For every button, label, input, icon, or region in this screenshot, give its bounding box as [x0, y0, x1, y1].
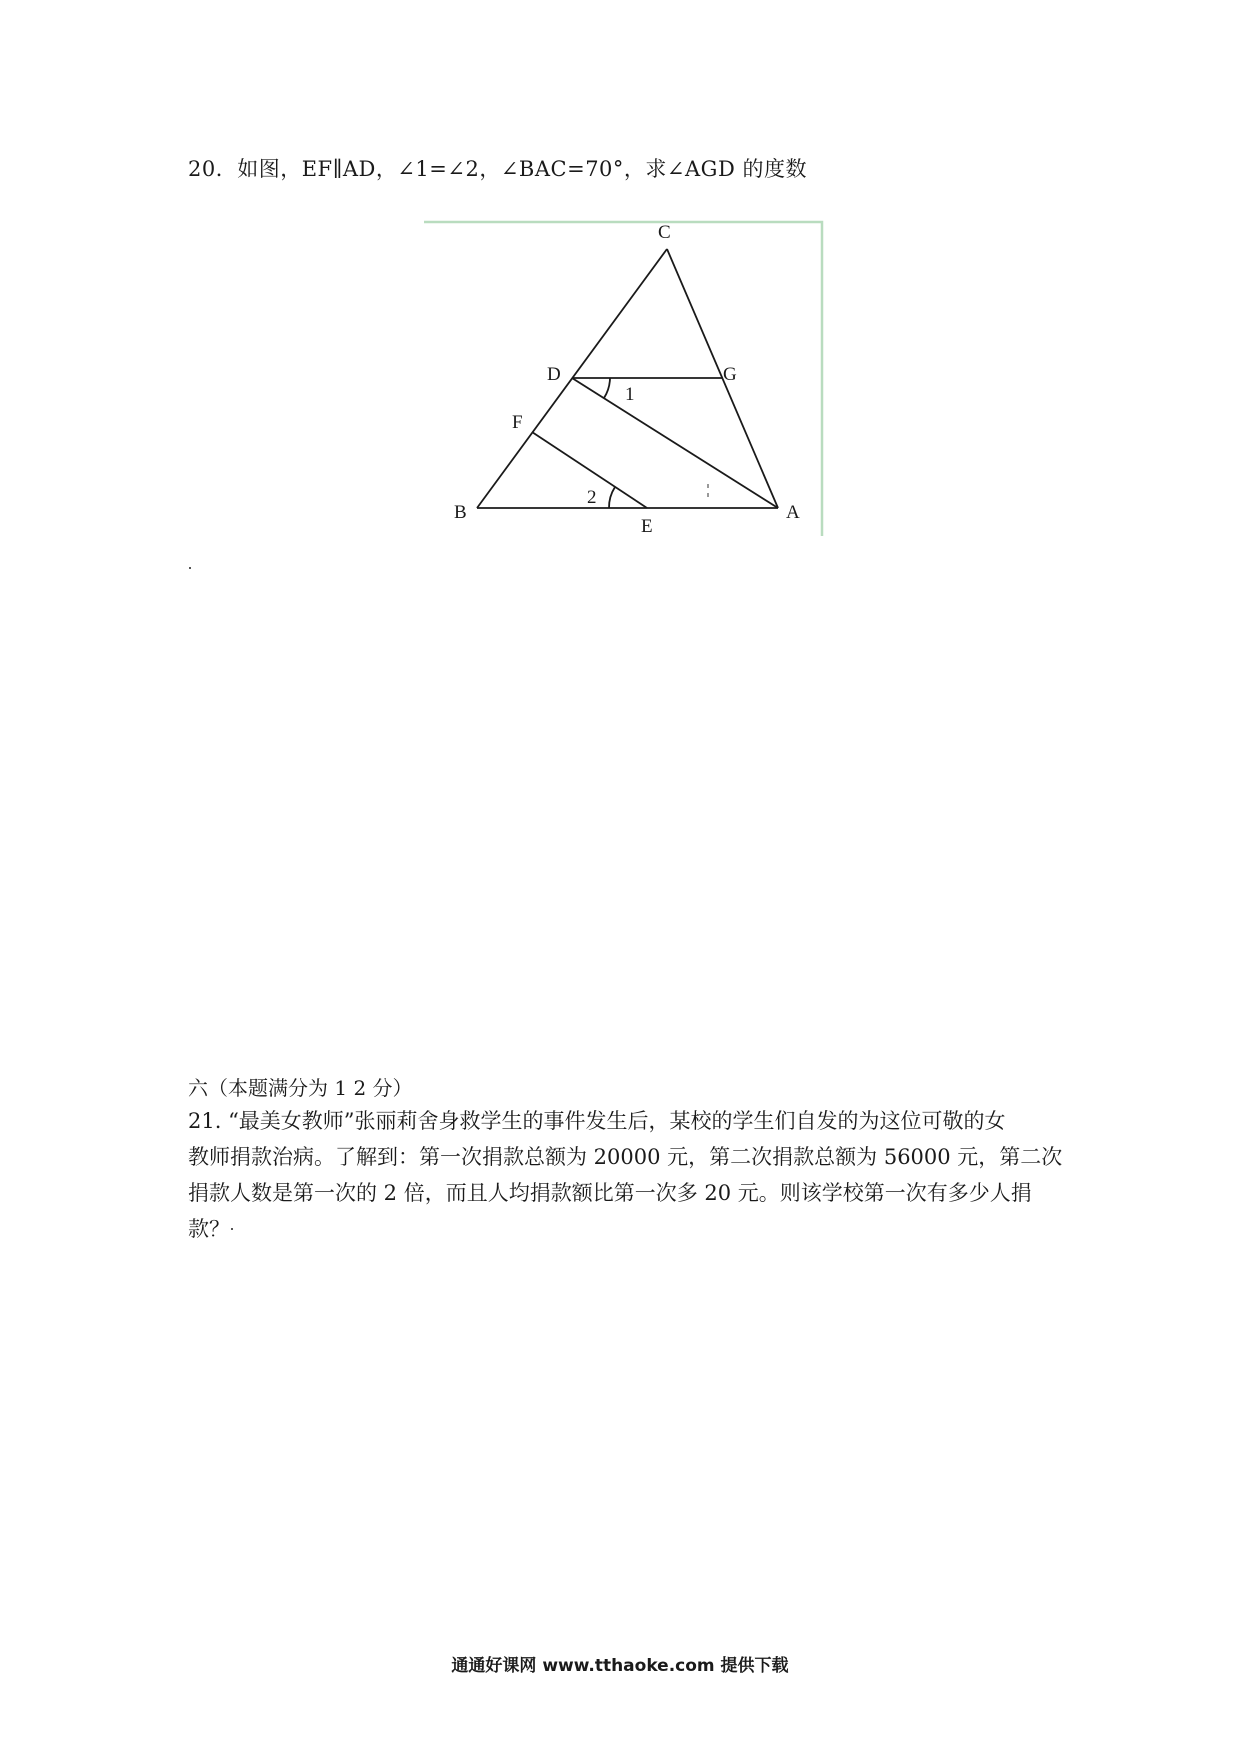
label-c: C: [658, 222, 671, 243]
question-21-line: 款？: [188, 1217, 230, 1241]
footer-source: 通通好课网 www.tthaoke.com 提供下载: [451, 1656, 789, 1676]
triangle-diagram: [420, 218, 840, 538]
label-g: G: [723, 364, 737, 385]
angle-2-arc: [609, 487, 615, 508]
label-b: B: [454, 502, 467, 523]
segment-da: [572, 378, 778, 508]
label-f: F: [512, 412, 523, 433]
scan-speck: [189, 567, 191, 569]
label-angle-2: 2: [587, 487, 597, 508]
question-21-line: 21. “最美女教师”张丽莉舍身救学生的事件发生后，某校的学生们自发的为这位可敬的女: [188, 1109, 1006, 1133]
section-6-heading: 六（本题满分为 1 2 分）: [188, 1076, 413, 1100]
angle-1-arc: [604, 378, 610, 398]
label-angle-1: 1: [625, 384, 635, 405]
label-a: A: [786, 502, 800, 523]
question-21: [188, 1103, 1063, 1247]
geometry-figure: [420, 218, 840, 538]
label-d: D: [547, 364, 561, 385]
figure-frame: [424, 222, 822, 536]
label-e: E: [641, 516, 653, 537]
question-21-line: 教师捐款治病。了解到：第一次捐款总额为 20000 元，第二次捐款总额为 56000 元，第二次: [188, 1145, 1063, 1169]
scan-speck: [231, 1228, 233, 1230]
question-21-line: 捐款人数是第一次的 2 倍，而且人均捐款额比第一次多 20 元。则该学校第一次有多少人捐: [188, 1181, 1032, 1205]
question-20-text: 20．如图，EF∥AD，∠1=∠2，∠BAC=70°，求∠AGD 的度数: [188, 157, 807, 181]
